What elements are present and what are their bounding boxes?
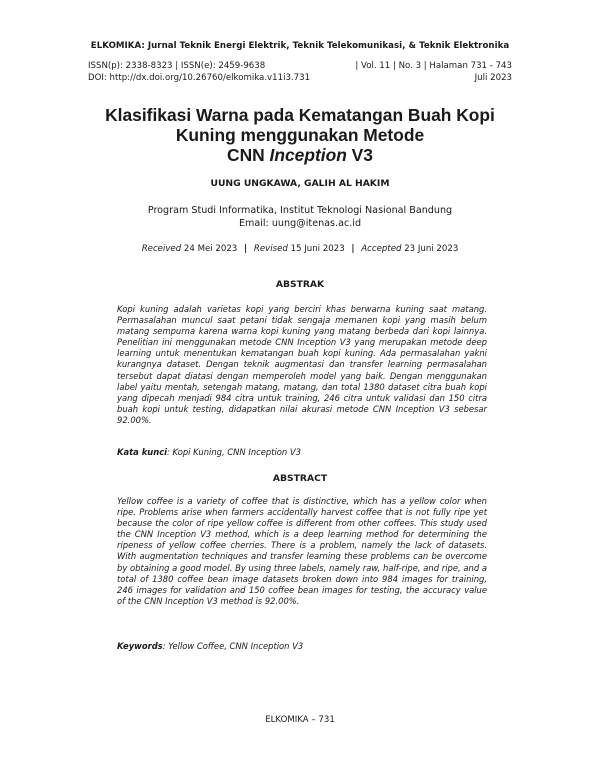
issn-row <box>88 61 512 71</box>
revised-date: 15 Juni 2023 <box>287 244 345 254</box>
received-date: 24 Mei 2023 <box>181 244 238 254</box>
title-line-2: Kuning menggunakan Metode <box>175 125 425 145</box>
doi-row <box>88 73 512 83</box>
abstrak-heading: ABSTRAK <box>275 279 325 290</box>
kata-kunci-label: Kata kunci <box>117 447 168 457</box>
doi: DOI: http://dx.doi.org/10.26760/elkomika.v11i3.731 <box>88 73 311 83</box>
date-separator: | <box>351 244 355 254</box>
kata-kunci <box>117 447 487 457</box>
authors: UUNG UNGKAWA, GALIH AL HAKIM <box>210 178 390 189</box>
affiliation: Program Studi Informatika, Institut Teknologi Nasional Bandung <box>147 205 453 216</box>
received-label: Received <box>141 244 182 254</box>
accepted-date: 23 Juni 2023 <box>401 244 459 254</box>
revised-label: Revised <box>253 244 288 254</box>
keywords-label: Keywords <box>117 641 163 651</box>
journal-name: ELKOMIKA: Jurnal Teknik Energi Elektrik, Teknik Telekomunikasi, & Teknik Elektronika <box>90 41 510 51</box>
abstract-text: Yellow coffee is a variety of coffee that is distinctive, which has a yellow color when ripe. Problems arise when farmers accidentally harvest coffee that is not fully ripe yet because the color of ripe yellow coffee is different from other coffees. This study used the CNN Inception V3 method, which is a deep learning method for determining the ripeness of yellow coffee cherries. There is a problem, namely the lack of datasets. With augmentation techniques and transfer learning these problems can be overcome by obtaining a good model. By using three labels, namely raw, half-ripe, and ripe, and a total of 1380 coffee bean image datasets broken down into 984 images for training, 246 images for validation and 150 coffee bean images for testing, the accuracy value of the CNN Inception V3 method is 92.00%. <box>117 496 487 606</box>
kata-kunci-value: : Kopi Kuning, CNN Inception V3 <box>167 447 301 457</box>
issue-date: Juli 2023 <box>474 73 512 83</box>
title-line-3 <box>0 145 600 165</box>
accepted-label: Accepted <box>361 244 402 254</box>
abstrak-text: Kopi kuning adalah varietas kopi yang berciri khas berwarna kuning saat matang. Permasalahan muncul saat petani tidak sengaja memanen kopi yang masih belum matang sempurna karena warna kopi kuning yang matang berbeda dari kopi lainnya. Penelitian ini menggunakan metode CNN Inception V3 yang merupakan metode deep learning untuk menentukan kematangan buah kopi kuning. Ada permasalahan yakni kurangnya dataset. Dengan teknik augmentasi dan transfer learning permasalahan tersebut dapat diatasi dengan memperoleh model yang baik. Dengan menggunakan label yaitu mentah, setengah matang, matang, dan total 1380 dataset citra buah kopi yang dipecah menjadi 984 citra untuk training, 246 citra untuk validasi dan 150 citra buah kopi untuk testing, didapatkan nilai akurasi metode CNN Inception V3 sebesar 92.00%. <box>117 304 487 425</box>
title-line-3-suffix: V3 <box>346 145 373 165</box>
abstract-heading: ABSTRACT <box>272 473 328 484</box>
page-footer: ELKOMIKA – 731 <box>265 715 335 725</box>
issn: ISSN(p): 2338-8323 | ISSN(e): 2459-9638 <box>88 61 266 71</box>
article-dates <box>0 244 600 254</box>
volume-info: | Vol. 11 | No. 3 | Halaman 731 - 743 <box>355 61 512 71</box>
keywords <box>117 641 487 651</box>
title-line-3-prefix: CNN <box>227 145 270 165</box>
title-line-3-italic: Inception <box>269 145 347 165</box>
keywords-value: : Yellow Coffee, CNN Inception V3 <box>162 641 304 651</box>
title-line-1: Klasifikasi Warna pada Kematangan Buah Kopi <box>105 105 495 125</box>
paper-title <box>0 105 600 165</box>
email: Email: uung@itenas.ac.id <box>238 218 362 229</box>
date-separator: | <box>244 244 248 254</box>
